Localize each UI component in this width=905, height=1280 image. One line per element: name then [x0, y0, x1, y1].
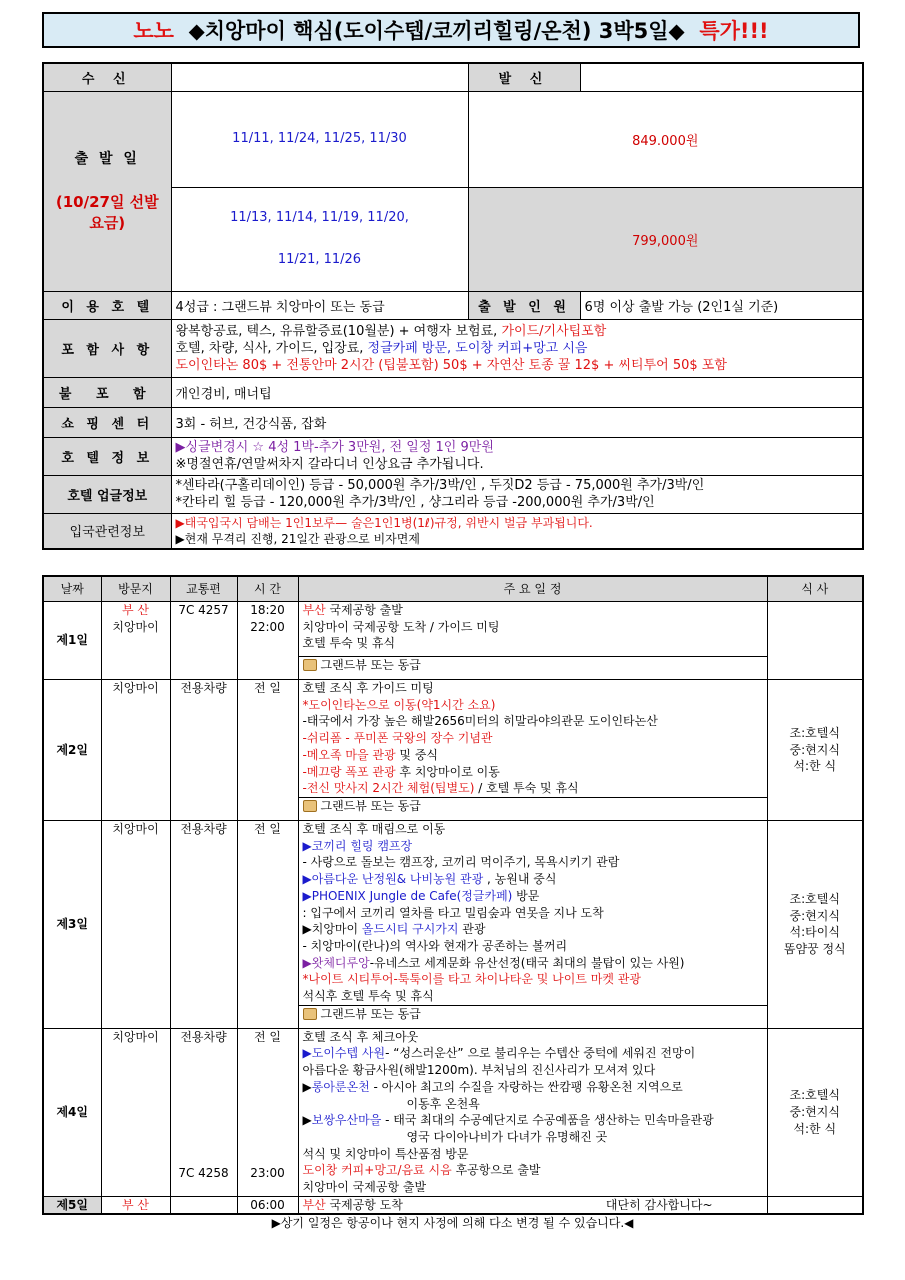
day1-hotel: [298, 657, 767, 680]
price-b: 799,000원: [468, 187, 863, 291]
day4-l9a: 도이창 커피+망고/음료 시음: [302, 1163, 452, 1178]
day1-time2: 22:00: [250, 619, 285, 634]
day1-l2: 치앙마이 국제공항 도착 / 가이드 미팅: [302, 619, 500, 634]
hotel-icon: [303, 659, 317, 671]
day1-place2: 치앙마이: [112, 619, 159, 634]
hotelinfo-label: 호 텔 정 보: [43, 437, 171, 475]
day3-place: 치앙마이: [101, 821, 170, 1029]
include-line1-a: 왕복항공료, 텍스, 유류할증료(10월분) + 여행자 보험료,: [175, 323, 498, 339]
title-prefix: 노노: [133, 19, 174, 43]
day4-label: 제4일: [43, 1028, 101, 1196]
day3-l6: : 입구에서 코끼리 열차를 타고 밀림숲과 연못을 지나 도착: [302, 905, 604, 920]
dates-b-line2: 11/21, 11/26: [277, 252, 362, 267]
hotelinfo-line2: ※명절연휴/연말써차지 갈라디너 인상요금 추가됩니다.: [175, 457, 484, 472]
day3-meal2: 중:현지식: [789, 908, 840, 923]
day3-itinerary: [298, 821, 767, 1006]
header-time: 시 간: [237, 576, 298, 602]
title-main: ◆치앙마이 핵심(도이수텝/코끼리힐링/온천) 3박5일◆: [188, 19, 685, 43]
day3-l1: 호텔 조식 후 매림으로 이동: [302, 822, 446, 836]
day5-row: [43, 1196, 863, 1214]
info-table: [42, 62, 864, 550]
departure-label: 출 발 일: [74, 151, 140, 167]
entry-line1: ▶태국입국시 담배는 1인1보루— 술은1인1병(1ℓ)규정, 위반시 벌금 부과됩니다.: [175, 515, 593, 530]
day3-label: 제3일: [43, 821, 101, 1029]
day5-meal: [767, 1196, 863, 1214]
day2-l7a: -전신 맛사지 2시간 체험(팁별도): [302, 781, 475, 796]
day2-transport: 전용차량: [170, 680, 237, 821]
day2-l3: -태국에서 가장 높은 해발2656미터의 히말라야의관문 도이인타논산: [302, 714, 658, 729]
day1-row: [43, 602, 863, 657]
hotel-label: 이 용 호 텔: [43, 291, 171, 319]
hotel-value: 4성급 : 그랜드뷰 치앙마이 또는 동급: [171, 291, 468, 319]
day4-meal: [767, 1028, 863, 1196]
entry-label: 입국관련정보: [43, 513, 171, 549]
day3-l5a: ▶PHOENIX Jungle de Cafe(정글카페): [302, 888, 513, 903]
day3-meal4: 똠얌꿍 정식: [783, 942, 846, 957]
day3-l4a: ▶아름다운 난정원& 나비농원 관광: [302, 872, 484, 887]
day1-itinerary: [298, 602, 767, 657]
day2-l6b: 후 치앙마이로 이동: [395, 764, 500, 779]
hotelinfo-line1: ▶싱글변경시 ☆ 4성 1박-추가 3만원, 전 일정 1인 9만원: [175, 440, 494, 455]
header-transport: 교통편: [170, 576, 237, 602]
day2-place: 치앙마이: [101, 680, 170, 821]
day3-l10: *나이트 시티투어-툭툭이를 타고 차이나타운 및 나이트 마켓 관광: [302, 972, 641, 987]
day1-place1: 부 산: [122, 603, 149, 617]
day2-label: 제2일: [43, 680, 101, 821]
day2-l5a: -메오족 마을 관광: [302, 747, 396, 762]
day3-meal3: 석:타이식: [789, 925, 840, 940]
day3-l7a: ▶치앙마이: [302, 922, 362, 937]
upgrade-line2: *칸타리 힐 등급 - 120,000원 추가/3박/인 , 샹그리라 등급 -200,000원 추가/3박/인: [175, 495, 655, 510]
header-meal: 식 사: [767, 576, 863, 602]
day4-l10: 치앙마이 국제공항 출발: [302, 1180, 427, 1195]
day3-l11: 석식후 호텔 투숙 및 휴식: [302, 989, 434, 1004]
day3-l9a: ▶왓체디루앙: [302, 955, 370, 970]
day4-time-cell: [237, 1028, 298, 1196]
price-a: 849.000원: [468, 91, 863, 187]
shop-label: 쇼 핑 센 터: [43, 407, 171, 437]
day2-meal2: 중:현지식: [789, 742, 840, 757]
exclude-label: 불 포 함: [43, 377, 171, 407]
day2-l1: 호텔 조식 후 가이드 미팅: [302, 681, 434, 695]
day5-label: 제5일: [43, 1196, 101, 1214]
day4-l1: 호텔 조식 후 체크아웃: [302, 1029, 419, 1044]
day2-hotel: [298, 798, 767, 821]
departure-note: (10/27일 선발요금): [55, 193, 159, 232]
day2-itinerary: [298, 680, 767, 798]
day4-l4b: 롱아룬온천: [311, 1079, 370, 1094]
day4-meal3: 석:한 식: [793, 1121, 837, 1136]
day4-l7: 영국 다이아나비가 다녀가 유명해진 곳: [406, 1129, 608, 1144]
day4-l2a: ▶도이수텝 사원: [302, 1046, 386, 1061]
shop-value: 3회 - 허브, 건강식품, 잡화: [171, 407, 863, 437]
day4-transport1: 전용차량: [180, 1029, 227, 1044]
day1-l1b: 국제공항 출발: [325, 603, 403, 617]
day3-l5b: 방문: [512, 888, 540, 903]
entry-line2: ▶현재 무격리 진행, 21일간 관광으로 비자면제: [175, 531, 420, 546]
day3-l3: - 사랑으로 돌보는 캠프장, 코끼리 먹이주기, 목욕시키기 관람: [302, 855, 620, 870]
day1-hotel-text: 그랜드뷰 또는 동급: [320, 658, 421, 672]
header-itinerary: 주 요 일 정: [298, 576, 767, 602]
day2-l4: -쉬리폼 - 푸미폰 국왕의 장수 기념관: [302, 731, 493, 746]
exclude-value: 개인경비, 매너팁: [171, 377, 863, 407]
include-value: [171, 319, 863, 377]
upgrade-value: [171, 475, 863, 513]
day1-meal: [767, 602, 863, 680]
day5-transport: [170, 1196, 237, 1214]
include-line2-a: 호텔, 차량, 식사, 가이드, 입장료,: [175, 340, 364, 356]
day3-l4b: , 농원내 중식: [483, 872, 557, 887]
day2-l6a: -메끄랑 폭포 관광: [302, 764, 396, 779]
day5-l1a: 부산: [302, 1197, 326, 1212]
include-label: 포 함 사 항: [43, 319, 171, 377]
day4-l5: 이동후 온천욕: [406, 1096, 480, 1111]
day2-time: 전 일: [237, 680, 298, 821]
day3-time: 전 일: [237, 821, 298, 1029]
day1-transport: 7C 4257: [170, 602, 237, 680]
day3-l9b: -유네스코 세계문화 유산선정(태국 최대의 불탑이 있는 사원): [369, 955, 685, 970]
day4-l4c: - 아시아 최고의 수질을 자랑하는 싼캄팽 유황온천 지역으로: [369, 1079, 683, 1094]
day4-l6c: - 태국 최대의 수공예단지로 수공예품을 생산하는 민속마을관광: [381, 1113, 714, 1128]
day3-hotel: [298, 1005, 767, 1028]
day3-meal: [767, 821, 863, 1029]
day4-l8: 석식 및 치앙마이 특산품점 방문: [302, 1146, 469, 1161]
day4-l6b: 보쌍우산마을: [311, 1113, 382, 1128]
hotel-icon: [303, 1008, 317, 1020]
day3-l7b: 올드시티 구시가지: [361, 922, 459, 937]
day1-label: 제1일: [43, 602, 101, 680]
day4-transport2: 7C 4258: [178, 1166, 229, 1181]
day4-meal1: 조:호텔식: [789, 1088, 840, 1103]
dates-a: 11/11, 11/24, 11/25, 11/30: [171, 91, 468, 187]
to-value: [171, 63, 468, 91]
to-label: 수 신: [43, 63, 171, 91]
schedule-table: [42, 575, 864, 1215]
day5-place: 부 산: [101, 1196, 170, 1214]
hotel-icon: [303, 800, 317, 812]
hotelinfo-value: [171, 437, 863, 475]
day2-meal: [767, 680, 863, 821]
day2-row: [43, 680, 863, 798]
people-value: 6명 이상 출발 가능 (2인1실 기준): [580, 291, 863, 319]
include-line3: 도이인타논 80$ + 전통안마 2시간 (팁불포함) 50$ + 자연산 토종 꿀 12$ + 씨티투어 50$ 포함: [175, 357, 727, 373]
day4-l4a: ▶: [302, 1079, 312, 1094]
day2-hotel-text: 그랜드뷰 또는 동급: [320, 799, 421, 813]
include-line1-b: 가이드/기사팁포함: [501, 323, 607, 339]
day4-time1: 전 일: [254, 1029, 281, 1044]
day3-hotel-text: 그랜드뷰 또는 동급: [320, 1006, 421, 1021]
day2-meal3: 석:한 식: [793, 759, 837, 774]
day4-transport-cell: [170, 1028, 237, 1196]
day1-l3: 호텔 투숙 및 휴식: [302, 636, 396, 651]
dates-b: [171, 187, 468, 291]
from-value: [580, 63, 863, 91]
title-suffix: 특가!!!: [699, 19, 769, 43]
day3-transport: 전용차량: [170, 821, 237, 1029]
day3-l8: - 치앙마이(란나)의 역사와 현재가 공존하는 볼꺼리: [302, 938, 568, 953]
day5-thanks: 대단히 감사합니다~: [605, 1197, 713, 1212]
page-title: [42, 12, 860, 48]
people-label: 출 발 인 원: [468, 291, 580, 319]
day4-time2: 23:00: [250, 1166, 285, 1181]
upgrade-label: 호텔 업글정보: [43, 475, 171, 513]
day3-meal1: 조:호텔식: [789, 891, 840, 906]
day4-l2b: - “성스러운산” 으로 불리우는 수텝산 중턱에 세워진 전망이: [385, 1046, 696, 1061]
dates-b-line1: 11/13, 11/14, 11/19, 11/20,: [230, 210, 409, 225]
day4-itinerary: [298, 1028, 767, 1196]
day4-l6a: ▶: [302, 1113, 312, 1128]
include-line2-b: 정글카페 방문, 도이창 커피+망고 시음: [367, 340, 588, 356]
entry-value: [171, 513, 863, 549]
day4-row: [43, 1028, 863, 1196]
day2-meal1: 조:호텔식: [789, 725, 840, 740]
day4-meal2: 중:현지식: [789, 1104, 840, 1119]
day4-l3: 아름다운 황금사원(해발1200m). 부처님의 진신사리가 모셔져 있다: [302, 1063, 656, 1078]
header-place: 방문지: [101, 576, 170, 602]
footer-note: ▶상기 일정은 항공이나 현지 사정에 의해 다소 변경 될 수 있습니다.◀: [271, 1216, 634, 1230]
day2-l5b: 및 중식: [395, 747, 439, 762]
from-label: 발 신: [468, 63, 580, 91]
day5-l1b: 국제공항 도착: [325, 1197, 403, 1212]
upgrade-line1: *센타라(구홀리데이인) 등급 - 50,000원 추가/3박/인 , 두짓D2 등급 - 75,000원 추가/3박/인: [175, 478, 705, 493]
day5-time: 06:00: [237, 1196, 298, 1214]
day1-l1a: 부산: [302, 603, 326, 617]
day2-l7b: / 호텔 투숙 및 휴식: [474, 781, 579, 796]
header-date: 날짜: [43, 576, 101, 602]
day2-l2: *도이인타논으로 이동(약1시간 소요): [302, 697, 496, 712]
day5-itinerary: [298, 1196, 767, 1214]
day4-l9b: 후공항으로 출발: [451, 1163, 541, 1178]
departure-label-cell: [43, 91, 171, 291]
day4-place: 치앙마이: [101, 1028, 170, 1196]
day3-l7c: 관광: [458, 922, 486, 937]
day3-row: [43, 821, 863, 1006]
day3-l2: ▶코끼리 힐링 캠프장: [302, 838, 413, 853]
day1-time1: 18:20: [250, 603, 285, 617]
